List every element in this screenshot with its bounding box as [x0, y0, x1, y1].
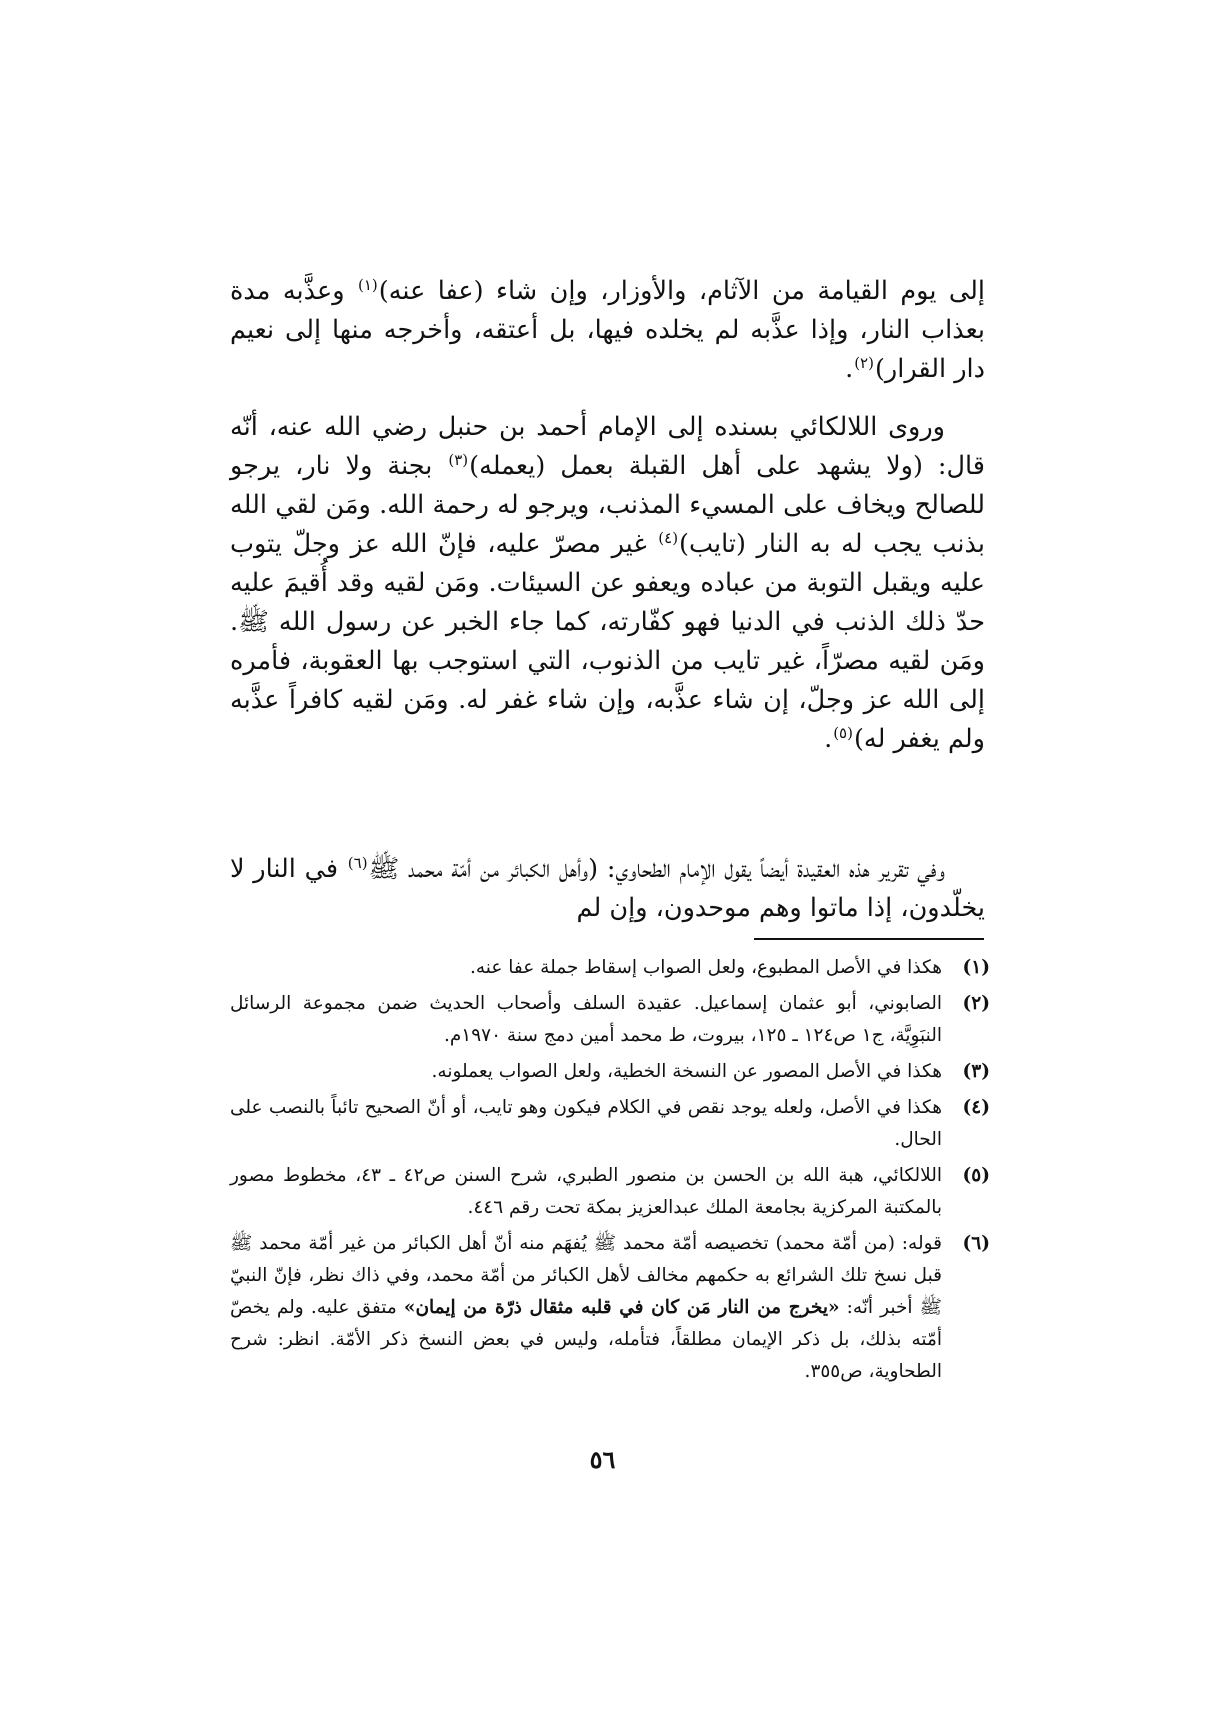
footnote-text: هكذا في الأصل المصور عن النسخة الخطية، ولعل الصواب يعملونه.	[431, 1061, 942, 1082]
footnote-number: (٢)	[962, 993, 990, 1014]
footnote-ref-1: (١)	[358, 275, 378, 294]
para-3-text-b: في النار لا يخلّدون، إذا ماتوا وهم موحدون، وإن لم	[230, 854, 985, 923]
footnote-ref-2: (٢)	[854, 353, 874, 372]
para-2-text-b: بجنة ولا نار، يرجو للصالح ويخاف على المسيء المذنب، ويرجو له رحمة الله. ومَن لقي الله بذنب يجب له به النار (تايب)	[230, 451, 985, 559]
para-3-text-a: وفي تقرير هذه العقيدة أيضاً يقول الإمام الطحاوي: (وأهل الكبائر من أمّة محمد ﷺ	[368, 854, 946, 884]
footnote-6	[230, 1228, 990, 1388]
footnote-text: هكذا في الأصل المطبوع، ولعل الصواب إسقاط جملة عفا عنه.	[469, 957, 942, 978]
footnote-6-text-b: متفق عليه. ولم يخصّ أمّته بذلك، بل ذكر الإيمان مطلقاً، فتأمله، وليس في بعض النسخ ذكر الأمّة. انظر: شرح الطحاوية، ص٣٥٥.	[230, 1297, 942, 1382]
para-2-text-a: وروى اللالكائي بسنده إلى الإمام أحمد بن حنبل رضي الله عنه، أنّه قال: (ولا يشهد على أهل القبلة بعمل (يعمله)	[230, 412, 985, 481]
footnote-text: الصابوني، أبو عثمان إسماعيل. عقيدة السلف وأصحاب الحديث ضمن مجموعة الرسائل النبَوِيَّة، ج١ ص١٢٤ ـ ١٢٥، بيروت، ط محمد أمين دمج سنة ١٩٧٠م.	[230, 993, 942, 1046]
footnote-divider	[754, 938, 984, 940]
para-2-text-d: .	[824, 724, 833, 754]
footnote-ref-3: (٣)	[448, 450, 469, 469]
footnote-5	[230, 1160, 990, 1224]
footnote-ref-4: (٤)	[658, 528, 679, 547]
footnote-number: (٣)	[962, 1061, 990, 1082]
main-paragraph-3	[230, 850, 985, 928]
para-1-text-c: .	[845, 354, 854, 384]
footnote-ref-5: (٥)	[833, 723, 853, 742]
footnote-2	[230, 988, 990, 1052]
footnote-number: (٦)	[962, 1233, 990, 1254]
footnote-number: (١)	[962, 957, 990, 978]
footnote-6-text-a: قوله: (من أمّة محمد) تخصيصه أمّة محمد ﷺ يُفهَم منه أنّ أهل الكبائر من غير أمّة محمد ﷺ قبل نسخ تلك الشرائع به حكمهم مخالف لأهل الكبائر من أمّة محمد، وفي ذاك نظر، فإنّ النبيّ ﷺ أخبر أنّه:	[230, 1233, 942, 1318]
footnote-6-hadith-quote: «يخرج من النار مَن كان في قلبه مثقال ذرّة من إيمان»	[403, 1297, 840, 1318]
footnote-number: (٤)	[962, 1097, 990, 1118]
footnote-1	[230, 952, 990, 984]
para-2-text-c: غير مصرّ عليه، فإنّ الله عز وجلّ يتوب عليه ويقبل التوبة من عباده ويعفو عن السيئات. ومَن لقيه وقد أُقيمَ عليه حدّ ذلك الذنب في الدنيا فهو كفّارته، كما جاء الخبر عن رسول الله ﷺ. ومَن لقيه مصرّاً، غير تايب من الذنوب، التي استوجب بها العقوبة، فأمره إلى الله عز وجلّ، إن شاء عذَّبه، وإن شاء غفر له. ومَن لقيه كافراً عذَّبه ولم يغفر له)	[230, 529, 985, 754]
footnote-ref-6: (٦)	[347, 853, 368, 872]
para-1-text-a: إلى يوم القيامة من الآثام، والأوزار، وإن شاء (عفا عنه)	[378, 276, 985, 306]
footnote-number: (٥)	[962, 1165, 990, 1186]
footnote-text: هكذا في الأصل، ولعله يوجد نقص في الكلام فيكون وهو تايب، أو أنّ الصحيح تائباً بالنصب على الحال.	[230, 1097, 942, 1150]
footnote-text	[230, 1228, 942, 1388]
para-1-text-b: وعذَّبه مدة بعذاب النار، وإذا عذَّبه لم يخلده فيها، بل أعتقه، وأخرجه منها إلى نعيم دار القرار)	[230, 276, 985, 384]
footnote-4	[230, 1092, 990, 1156]
footnote-text: اللالكائي، هبة الله بن الحسن بن منصور الطبري، شرح السنن ص٤٢ ـ ٤٣، مخطوط مصور بالمكتبة المركزية بجامعة الملك عبدالعزيز بمكة تحت رقم ٤٤٦.	[230, 1165, 942, 1218]
main-paragraph-2	[230, 408, 985, 759]
page-number: ٥٦	[589, 1445, 616, 1474]
footnote-3	[230, 1056, 990, 1088]
main-paragraph-1	[230, 272, 985, 389]
footnotes-section	[230, 952, 990, 1392]
